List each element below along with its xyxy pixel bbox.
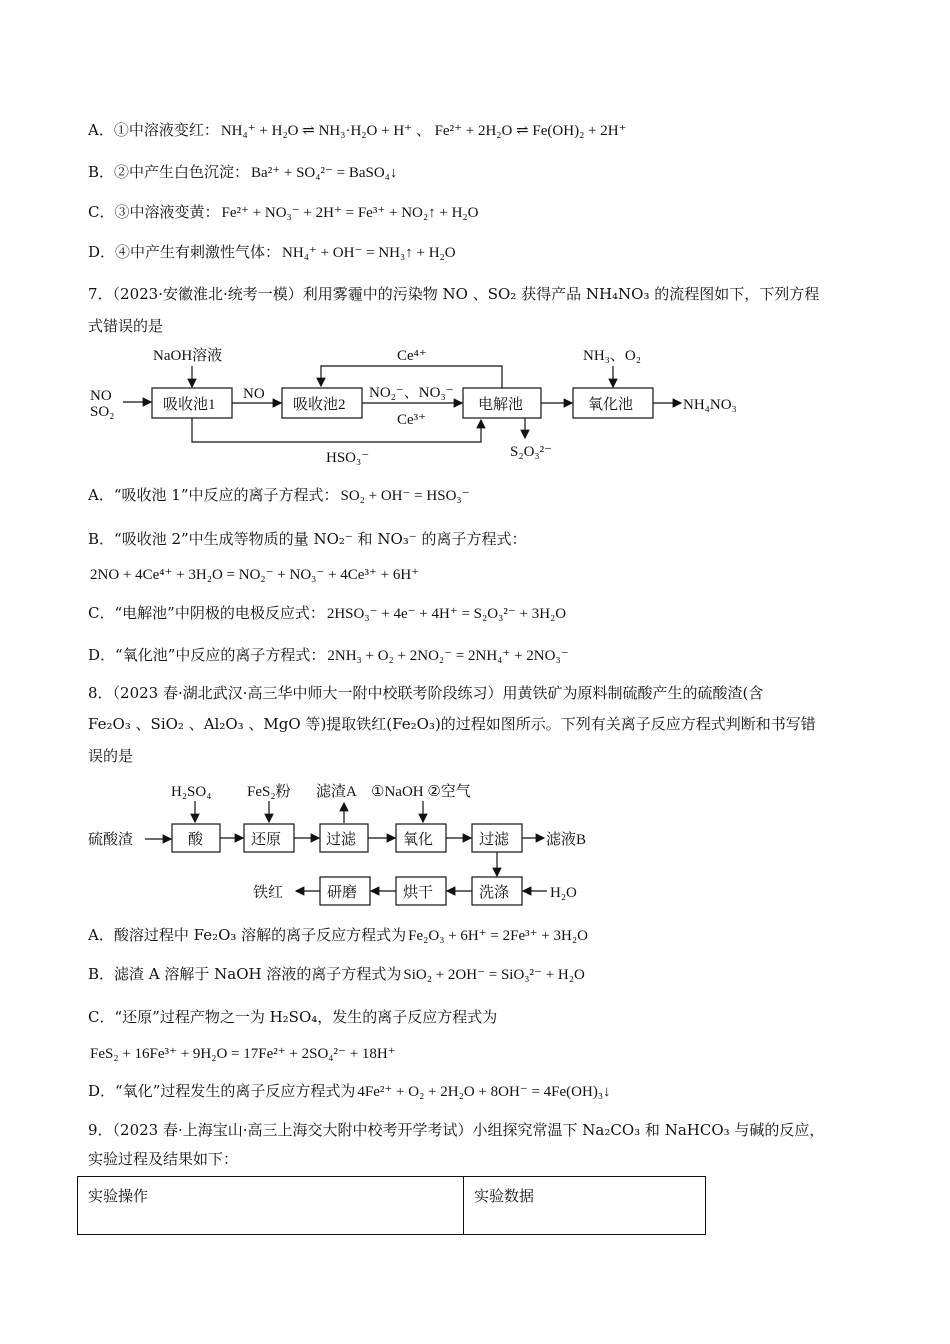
q6-option-d bbox=[88, 241, 456, 264]
oxidation-label: 氧化池 bbox=[588, 397, 634, 413]
equation: SO₂ + OH⁻ = HSO₃⁻ bbox=[340, 488, 470, 504]
option-label: D．“氧化池”中反应的离子方程式： bbox=[88, 646, 326, 664]
q8-option-c-equation bbox=[88, 1042, 396, 1065]
iron-red-label: 铁红 bbox=[253, 885, 284, 901]
equation: 2NH₃ + O₂ + 2NO₂⁻ = 2NH₄⁺ + 2NO₃⁻ bbox=[327, 648, 569, 664]
naoh-air-label: ①NaOH ②空气 bbox=[371, 784, 471, 800]
option-label: D．“氧化”过程发生的离子反应方程式为 bbox=[88, 1082, 356, 1100]
equation: 2HSO₃⁻ + 4e⁻ + 4H⁺ = S₂O₃²⁻ + 3H₂O bbox=[326, 606, 567, 622]
wash-label: 洗涤 bbox=[479, 885, 510, 901]
no-mid-label: NO bbox=[243, 386, 265, 402]
q8-stem-line3: 误的是 bbox=[88, 747, 134, 765]
reduction-label: 还原 bbox=[251, 832, 282, 848]
slag-start-label: 硫酸渣 bbox=[88, 832, 134, 848]
table-header-cell: 实验操作 bbox=[78, 1177, 464, 1235]
bisulfite-label: HSO₃⁻ bbox=[326, 450, 370, 466]
q8-option-c bbox=[88, 1006, 497, 1028]
water-label: H₂O bbox=[550, 885, 577, 901]
absorber-1-label: 吸收池1 bbox=[163, 397, 216, 413]
option-label: B．滤渣 A 溶解于 NaOH 溶液的离子方程式为 bbox=[88, 965, 402, 983]
q8-stem-line2: Fe₂O₃ 、SiO₂ 、Al₂O₃ 、MgO 等)提取铁红(Fe₂O₃)的过程如图所示。下列有关离子反应方程式判断和书写错 bbox=[88, 715, 816, 733]
equation: NH₄⁺ + OH⁻ = NH₃↑ + H₂O bbox=[282, 245, 456, 261]
thiosulfate-label: S₂O₃²⁻ bbox=[510, 444, 553, 460]
q7-option-b bbox=[88, 528, 526, 550]
absorber-2-label: 吸收池2 bbox=[293, 397, 346, 413]
q6-option-c bbox=[88, 201, 478, 224]
pyrite-powder-label: FeS₂粉 bbox=[247, 784, 291, 800]
q7-option-c bbox=[88, 602, 566, 625]
q8-option-d bbox=[88, 1080, 611, 1103]
q7-flow-diagram bbox=[85, 340, 765, 468]
ammonia-oxygen-label: NH₃、O₂ bbox=[583, 348, 641, 364]
equation: Fe²⁺ + NO₃⁻ + 2H⁺ = Fe³⁺ + NO₂↑ + H₂O bbox=[221, 205, 479, 221]
q6-option-a bbox=[88, 119, 627, 142]
equation: SiO₂ + 2OH⁻ = SiO₃²⁻ + H₂O bbox=[403, 967, 585, 983]
input-so2: SO₂ bbox=[90, 404, 115, 420]
option-label: C．③中溶液变黄： bbox=[88, 203, 220, 221]
equation: NH₄⁺ + H₂O ⇌ NH₃·H₂O + H⁺ 、 Fe²⁺ + 2H₂O ⇌ Fe(OH)₂ + 2H⁺ bbox=[220, 123, 627, 139]
option-label: A．“吸收池 1”中反应的离子方程式： bbox=[88, 486, 339, 504]
q8-flow-diagram bbox=[85, 776, 625, 910]
table-header-row bbox=[78, 1177, 706, 1235]
q8-option-a bbox=[88, 924, 588, 947]
q7-stem-line2: 式错误的是 bbox=[88, 317, 164, 335]
grind-label: 研磨 bbox=[327, 885, 358, 901]
bisulfite-arrow bbox=[192, 418, 481, 442]
ce3-label: Ce³⁺ bbox=[397, 412, 427, 428]
option-label: C．“电解池”中阴极的电极反应式： bbox=[88, 604, 325, 622]
q7-option-b-equation bbox=[88, 563, 419, 586]
option-label: A．酸溶过程中 Fe₂O₃ 溶解的离子反应方程式为 bbox=[88, 926, 407, 944]
equation: 4Fe²⁺ + O₂ + 2H₂O + 8OH⁻ = 4Fe(OH)₃↓ bbox=[357, 1084, 611, 1100]
q9-stem-line2: 实验过程及结果如下： bbox=[88, 1150, 239, 1168]
q7-stem-line1: 7．（2023·安徽淮北·统考一模）利用雾霾中的污染物 NO 、SO₂ 获得产品 NH₄NO₃ 的流程图如下，下列方程 bbox=[88, 285, 820, 303]
electrolysis-label: 电解池 bbox=[478, 397, 524, 413]
sulfuric-acid-label: H₂SO₄ bbox=[171, 784, 212, 800]
q9-stem-line1: 9．（2023 春·上海宝山·高三上海交大附中校考开学考试）小组探究常温下 Na₂CO₃ 和 NaHCO₃ 与碱的反应， bbox=[88, 1121, 825, 1139]
input-no: NO bbox=[90, 388, 112, 404]
acid-label: 酸 bbox=[188, 832, 204, 848]
oxidize-label: 氧化 bbox=[403, 832, 434, 848]
residue-a-label: 滤渣A bbox=[316, 784, 357, 800]
equation: Ba²⁺ + SO₄²⁻ = BaSO₄↓ bbox=[251, 165, 398, 181]
q8-stem-line1: 8．（2023 春·湖北武汉·高三华中师大一附中校联考阶段练习）用黄铁矿为原料制硫酸产生的硫酸渣(含 bbox=[88, 684, 764, 702]
equation: 2NO + 4Ce⁴⁺ + 3H₂O = NO₂⁻ + NO₃⁻ + 4Ce³⁺ + 6H⁺ bbox=[90, 567, 420, 583]
ce4-label: Ce⁴⁺ bbox=[397, 348, 427, 364]
q8-option-b bbox=[88, 963, 585, 986]
option-label: C．“还原”过程产物之一为 H₂SO₄，发生的离子反应方程式为 bbox=[88, 1008, 498, 1026]
option-label: B．②中产生白色沉淀： bbox=[88, 163, 250, 181]
option-label: B．“吸收池 2”中生成等物质的量 NO₂⁻ 和 NO₃⁻ 的离子方程式： bbox=[88, 530, 527, 548]
nitrite-nitrate-label: NO₂⁻、NO₃⁻ bbox=[369, 385, 454, 401]
q7-option-d bbox=[88, 644, 569, 667]
filtrate-b-label: 滤液B bbox=[546, 832, 587, 848]
option-label: D．④中产生有刺激性气体： bbox=[88, 243, 281, 261]
equation: Fe₂O₃ + 6H⁺ = 2Fe³⁺ + 3H₂O bbox=[408, 928, 588, 944]
filter-2-label: 过滤 bbox=[479, 832, 510, 848]
dry-label: 烘干 bbox=[403, 885, 434, 901]
q7-option-a bbox=[88, 484, 470, 507]
experiment-table bbox=[77, 1176, 706, 1235]
product-label: NH₄NO₃ bbox=[683, 397, 737, 413]
table-header-cell: 实验数据 bbox=[464, 1177, 706, 1235]
q6-option-b bbox=[88, 161, 397, 184]
filter-1-label: 过滤 bbox=[326, 832, 357, 848]
equation: FeS₂ + 16Fe³⁺ + 9H₂O = 17Fe²⁺ + 2SO₄²⁻ + 18H⁺ bbox=[90, 1046, 396, 1062]
naoh-solution-label: NaOH溶液 bbox=[153, 348, 223, 364]
option-label: A．①中溶液变红： bbox=[88, 121, 219, 139]
